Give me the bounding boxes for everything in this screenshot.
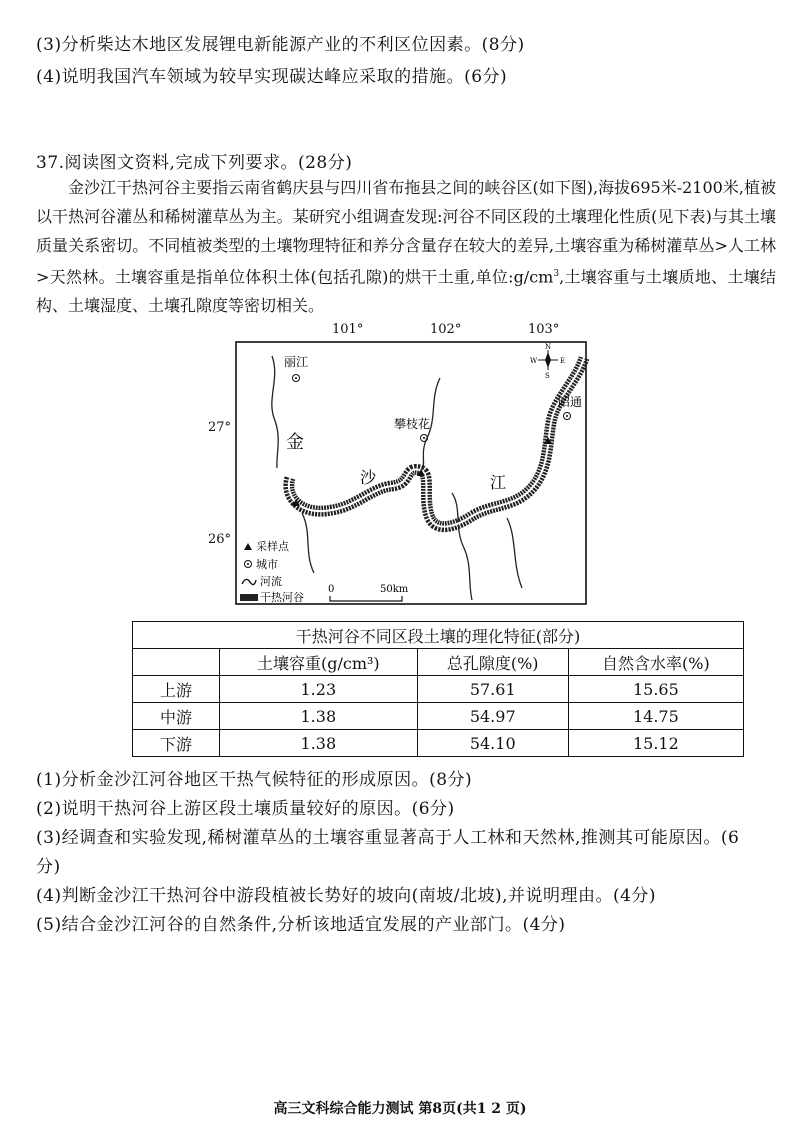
table-cell: 1.23 xyxy=(220,676,418,703)
legend-valley-icon xyxy=(240,594,258,601)
river-south2 xyxy=(507,518,522,588)
table-row xyxy=(133,703,744,730)
table-cell: 15.12 xyxy=(568,730,743,757)
subquestion-3-cont: 分) xyxy=(36,857,61,877)
subquestion-1: (1)分析金沙江河谷地区干热气候特征的形成原因。(8分) xyxy=(36,770,473,790)
scale-zero: 0 xyxy=(328,584,335,595)
scale-bar xyxy=(328,584,409,601)
compass-n: N xyxy=(545,343,552,351)
legend-sampling-icon xyxy=(244,543,252,550)
table-title-row xyxy=(133,622,744,649)
table-cell: 下游 xyxy=(133,730,220,757)
dry-hot-valley-band xyxy=(289,358,584,527)
city-zhaotong-label: 昭通 xyxy=(558,395,583,409)
river-char-sha: 沙 xyxy=(360,468,377,487)
table-cell: 14.75 xyxy=(568,703,743,730)
city-lijiang-label: 丽江 xyxy=(284,355,309,369)
page-footer: 高三文科综合能力测试 第8页(共1 2 页) xyxy=(273,1101,527,1117)
compass-w: W xyxy=(530,357,538,365)
prev-question-4: (4)说明我国汽车领域为较早实现碳达峰应采取的措施。(6分) xyxy=(36,67,508,87)
intro-text: 金沙江干热河谷主要指云南省鹤庆县与四川省布拖县之间的峡谷区(如下图),海拔695米-2100米,植被以干热河谷灌丛和稀树灌草丛为主。某研究小组调查发现:河谷不同区段的土壤理化性质(见下表)与其土壤质量关系密切。不同植被类型的土壤物理特征和养分含量存在较大的差异,土壤容重为稀树灌草丛>人工林>天然林。土壤容重是指单位体积土体(包括孔隙)的烘干土重,单位: xyxy=(36,178,776,287)
subquestion-3: (3)经调查和实验发现,稀树灌草丛的土壤容重显著高于人工林和天然林,推测其可能原因。(6 xyxy=(36,828,740,848)
scale-distance: 50km xyxy=(380,584,409,595)
table-cell: 中游 xyxy=(133,703,220,730)
lat-label-26: 26° xyxy=(208,532,232,547)
legend-sampling-label: 采样点 xyxy=(256,540,289,553)
legend-valley-label: 干热河谷 xyxy=(260,591,304,604)
table-header-row xyxy=(133,649,744,676)
table-header-blank xyxy=(133,649,220,676)
question-intro xyxy=(36,173,776,320)
legend-river-label: 河流 xyxy=(260,575,282,588)
table-cell: 1.38 xyxy=(220,730,418,757)
subquestion-4: (4)判断金沙江干热河谷中游段植被长势好的坡向(南坡/北坡),并说明理由。(4分) xyxy=(36,886,657,906)
intro-tail: ,土壤容重与土壤质地、土壤结构、土壤湿度、土壤孔隙度等密切相关。 xyxy=(36,267,776,316)
compass-s: S xyxy=(545,372,550,380)
map-legend xyxy=(240,539,304,604)
river-south1 xyxy=(452,493,472,600)
compass-e: E xyxy=(560,357,566,365)
lat-label-27: 27° xyxy=(208,420,232,435)
subquestion-2: (2)说明干热河谷上游区段土壤质量较好的原因。(6分) xyxy=(36,799,455,819)
jinsha-valley-map xyxy=(232,338,592,608)
table-cell: 15.65 xyxy=(568,676,743,703)
soil-properties-table xyxy=(132,621,744,757)
table-row xyxy=(133,730,744,757)
question-header: 37.阅读图文资料,完成下列要求。(28分) xyxy=(36,153,353,173)
lon-label-103: 103° xyxy=(528,322,560,337)
table-row xyxy=(133,676,744,703)
table-title: 干热河谷不同区段土壤的理化特征(部分) xyxy=(133,622,744,649)
legend-city-label: 城市 xyxy=(256,558,278,571)
table-cell: 57.61 xyxy=(417,676,568,703)
table-header-moisture: 自然含水率(%) xyxy=(568,649,743,676)
table-cell: 上游 xyxy=(133,676,220,703)
legend-river-icon xyxy=(242,579,256,584)
river-left xyxy=(272,356,278,468)
unit-base: g/cm xyxy=(513,267,554,287)
table-cell: 1.38 xyxy=(220,703,418,730)
lon-label-101-outer: 101° xyxy=(332,322,364,337)
subquestion-5: (5)结合金沙江河谷的自然条件,分析该地适宜发展的产业部门。(4分) xyxy=(36,915,566,935)
lon-label-102: 102° xyxy=(430,322,462,337)
table-cell: 54.97 xyxy=(417,703,568,730)
prev-question-3: (3)分析柴达木地区发展锂电新能源产业的不利区位因素。(8分) xyxy=(36,35,525,55)
compass-icon xyxy=(530,343,565,380)
city-panzhihua-label: 攀枝花 xyxy=(394,417,431,431)
river-southwest xyxy=(302,513,314,573)
jinsha-river-main xyxy=(289,358,584,527)
table-header-bulk-density: 土壤容重(g/cm³) xyxy=(220,649,418,676)
river-char-jin: 金 xyxy=(286,432,304,453)
river-char-jiang: 江 xyxy=(490,473,507,492)
unit-exponent: 3 xyxy=(553,269,560,279)
table-header-porosity: 总孔隙度(%) xyxy=(417,649,568,676)
table-cell: 54.10 xyxy=(417,730,568,757)
